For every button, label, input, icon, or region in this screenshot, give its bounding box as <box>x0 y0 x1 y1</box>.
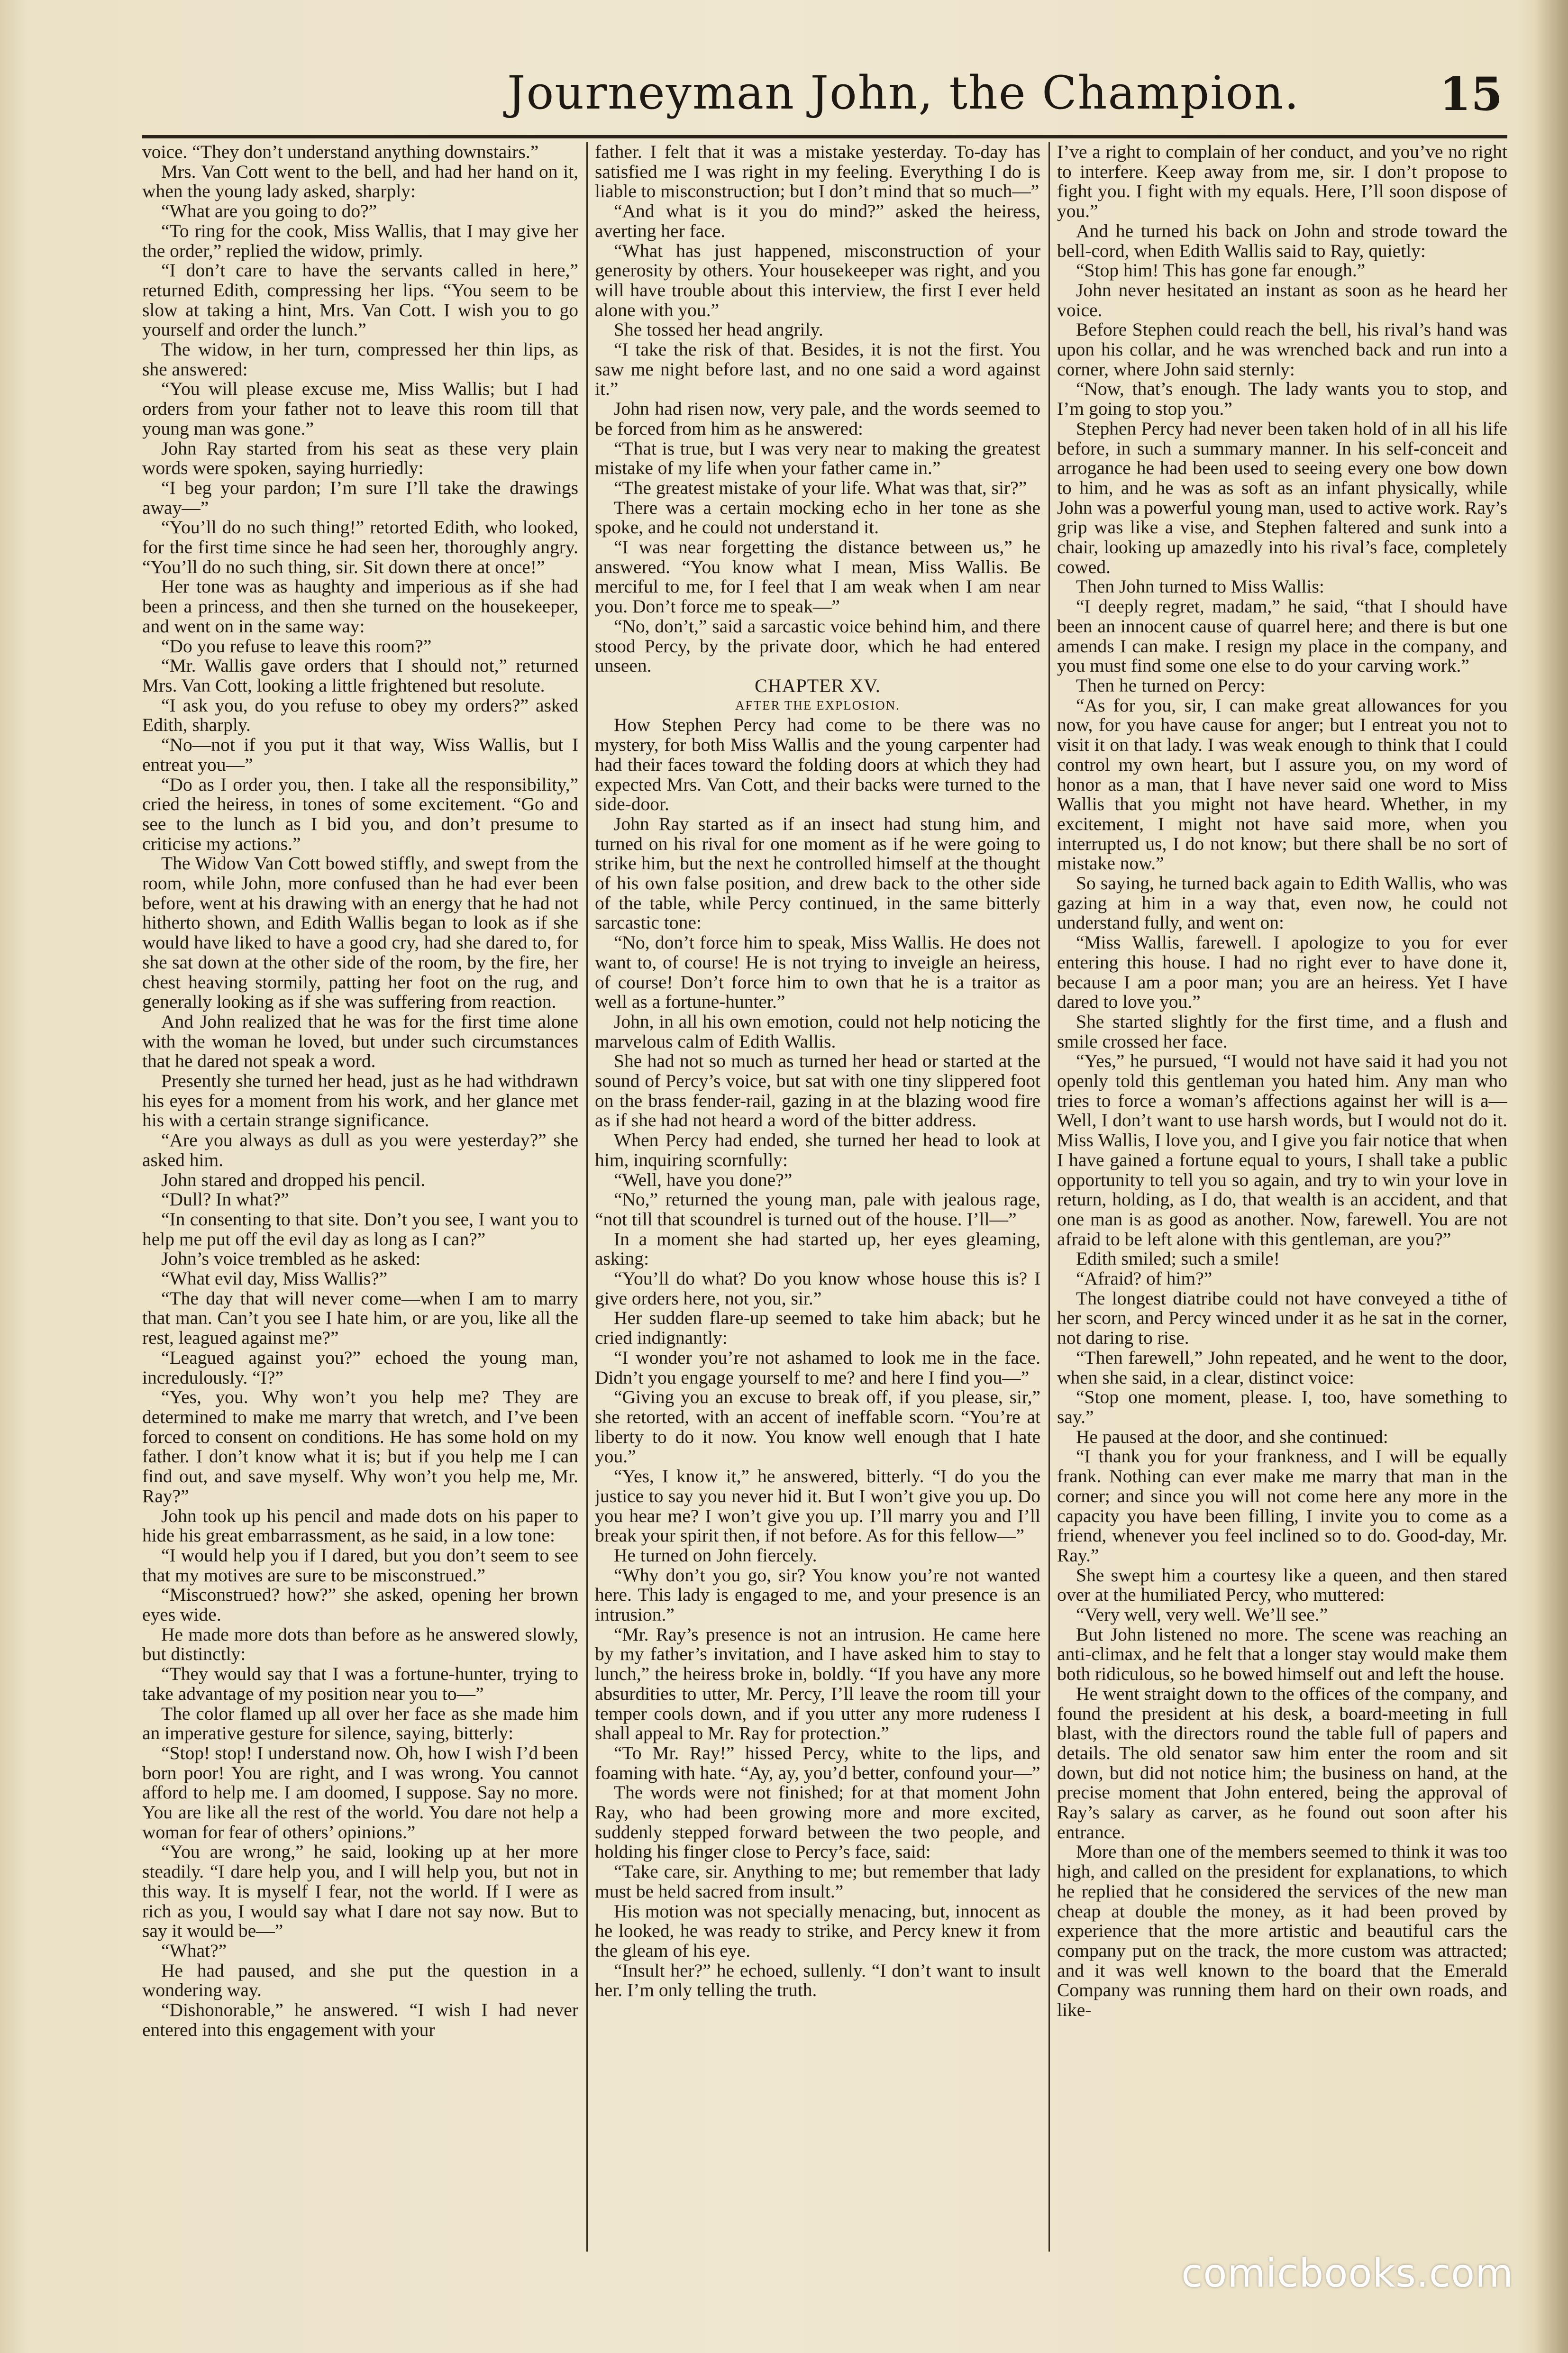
body-paragraph: The widow, in her turn, compressed her thin lips, as she answered: <box>142 339 578 380</box>
body-paragraph: John, in all his own emotion, could not help noticing the marvelous calm of Edith Wallis. <box>595 1011 1040 1052</box>
body-paragraph: His motion was not specially menacing, but, innocent as he looked, he was ready to strike, and Percy knew it from the gleam of his eye. <box>595 1900 1040 1961</box>
body-paragraph: Before Stephen could reach the bell, his rival’s hand was upon his collar, and he was wrenched back and run into a corner, where John said sternly: <box>1057 319 1507 380</box>
page-number: 15 <box>1439 67 1503 121</box>
body-paragraph: She had not so much as turned her head or started at the sound of Percy’s voice, but sat with one tiny slippered foot on the brass fender-rail, gazing in at the blazing wood fire as if she had not heard a word of the bitter address. <box>595 1050 1040 1131</box>
body-paragraph: “Very well, very well. We’ll see.” <box>1076 1604 1328 1625</box>
body-paragraph: The Widow Van Cott bowed stiffly, and swept from the room, while John, more confused than he had ever been before, went at his drawing with an energy that he had not hitherto shown, and Edith Wallis began to look as if she would have liked to have a good cry, had she dared to, for she sat down at the other side of the room, by the fire, her chest heaving stormily, patting her foot on the rug, and generally looking as if she was suffering from reaction. <box>142 853 578 1012</box>
body-paragraph: “No, don’t force him to speak, Miss Wallis. He does not want to, of course! He is not trying to inveigle an heiress, of course! Don’t force him to own that he is a traitor as well as a fortune-hunter.” <box>595 932 1040 1012</box>
body-paragraph: “Giving you an excuse to break off, if you please, sir,” she retorted, with an accent of ineffable scorn. “You’re at liberty to do it now. You know well enough that I hate you.” <box>595 1386 1040 1467</box>
body-paragraph: “Are you always as dull as you were yesterday?” she asked him. <box>142 1130 578 1170</box>
body-paragraph: “Afraid? of him?” <box>1076 1268 1212 1289</box>
body-paragraph: The color flamed up all over her face as she made him an imperative gesture for silence, saying, bitterly: <box>142 1703 578 1744</box>
body-paragraph: “That is true, but I was very near to making the greatest mistake of my life when your father came in.” <box>595 438 1040 479</box>
running-title: Journeyman John, the Champion. <box>507 66 1300 119</box>
body-paragraph: He turned on John fiercely. <box>614 1544 817 1566</box>
body-paragraph: voice. “They don’t understand anything downstairs.” <box>142 142 539 162</box>
body-paragraph: “Well, have you done?” <box>614 1169 793 1190</box>
text-column-3 <box>1057 142 1507 2304</box>
body-paragraph: Edith smiled; such a smile! <box>1076 1248 1280 1269</box>
body-paragraph: More than one of the members seemed to think it was too high, and called on the president for explanations, to which he replied that he considered the services of the new man cheap at double the money, as it had been proved by experience that the more artistic and beautiful cars the company put on the track, the more custom was attracted; and it was well known to the board that the Emerald Company was running them hard on their own roads, and like- <box>1057 1841 1507 2021</box>
body-paragraph: He went straight down to the offices of the company, and found the president at his desk, a board-meeting in full blast, with the directors round the table full of papers and details. The old senator saw him enter the room and sit down, but did not notice him; the business on hand, at the precise moment that John entered, being the approval of Ray’s salary as carver, as he found out soon after his entrance. <box>1057 1683 1507 1842</box>
body-paragraph: “What evil day, Miss Wallis?” <box>161 1268 388 1289</box>
body-paragraph: “Now, that’s enough. The lady wants you to stop, and I’m going to stop you.” <box>1057 378 1507 420</box>
body-paragraph: “Miss Wallis, farewell. I apologize to you for ever entering this house. I had no right ever to have done it, because I am a poor man; you are an heiress. Yet I have dared to love you.” <box>1057 932 1507 1012</box>
body-paragraph: “I deeply regret, madam,” he said, “that I should have been an innocent cause of quarrel here; and there is but one amends I can make. I resign my place in the company, and you must find some one else to do your carving work.” <box>1057 596 1507 676</box>
column-divider <box>586 142 588 2252</box>
body-paragraph: “They would say that I was a fortune-hunter, trying to take advantage of my position near you to—” <box>142 1663 578 1704</box>
text-column-2 <box>595 142 1040 2304</box>
body-paragraph: “Stop one moment, please. I, too, have something to say.” <box>1057 1386 1507 1427</box>
column-divider <box>1048 142 1050 2252</box>
body-paragraph: “Mr. Wallis gave orders that I should not,” returned Mrs. Van Cott, looking a little frightened but resolute. <box>142 655 578 696</box>
body-paragraph: “I ask you, do you refuse to obey my orders?” asked Edith, sharply. <box>142 694 578 736</box>
body-paragraph: “No, don’t,” said a sarcastic voice behind him, and there stood Percy, by the private door, which he had entered unseen. <box>595 615 1040 676</box>
body-paragraph: “I was near forgetting the distance between us,” he answered. “You know what I mean, Miss Wallis. Be merciful to me, for I feel that I am weak when I am near you. Don’t force me to speak—” <box>595 537 1040 617</box>
body-paragraph: “I beg your pardon; I’m sure I’ll take the drawings away—” <box>142 477 578 518</box>
body-paragraph: The longest diatribe could not have conveyed a tithe of her scorn, and Percy winced under it as he sat in the corner, not daring to rise. <box>1057 1287 1507 1349</box>
body-paragraph: “Yes,” he pursued, “I would not have said it had you not openly told this gentleman you hated him. Any man who tries to force a woman’s affections against her will is a— Well, I don’t want to use harsh words, but I would not do it. Miss Wallis, I love you, and I give you fair notice that when I have gained a fortune equal to yours, I shall take a public opportunity to tell you so again, and try to win your love in return, holding, as I do, that wealth is an accident, and that one man is as good as another. Now, farewell. You are not afraid to be left alone with this gentleman, are you?” <box>1057 1050 1507 1249</box>
body-paragraph: “What?” <box>161 1940 227 1961</box>
body-paragraph: John’s voice trembled as he asked: <box>161 1248 421 1269</box>
body-paragraph: When Percy had ended, she turned her head to look at him, inquiring scornfully: <box>595 1130 1040 1170</box>
body-paragraph: “I thank you for your frankness, and I will be equally frank. Nothing can ever make me marry that man in the corner; and since you will not come here any more in the capacity you have been filling, I invite you to come as a friend, whenever you feel inclined so to do. Good-day, Mr. Ray.” <box>1057 1446 1507 1566</box>
body-paragraph: John took up his pencil and made dots on his paper to hide his great embarrassment, as he said, in a low tone: <box>142 1505 578 1546</box>
body-paragraph: “No—not if you put it that way, Wiss Wallis, but I entreat you—” <box>142 734 578 775</box>
body-paragraph: “In consenting to that site. Don’t you see, I want you to help me put off the evil day as long as I can?” <box>142 1208 578 1249</box>
body-paragraph: Mrs. Van Cott went to the bell, and had her hand on it, when the young lady asked, sharply: <box>142 161 578 202</box>
body-paragraph: He made more dots than before as he answered slowly, but distinctly: <box>142 1623 578 1665</box>
body-paragraph: She started slightly for the first time, and a flush and smile crossed her face. <box>1057 1011 1507 1052</box>
body-paragraph: “Leagued against you?” echoed the young man, incredulously. “I?” <box>142 1347 578 1388</box>
page-edge-shadow <box>1535 0 1568 2353</box>
body-paragraph: “I take the risk of that. Besides, it is not the first. You saw me night before last, and no one said a word against it.” <box>595 339 1040 400</box>
body-paragraph: Then John turned to Miss Wallis: <box>1076 576 1324 597</box>
body-paragraph: “The greatest mistake of your life. What was that, sir?” <box>614 477 1027 498</box>
body-paragraph: “What has just happened, misconstruction of your generosity by others. Your housekeeper was right, and you will have trouble about this interview, the first I ever held alone with you.” <box>595 240 1040 320</box>
body-paragraph: “You will please excuse me, Miss Wallis; but I had orders from your father not to leave this room till that young man was gone.” <box>142 378 578 439</box>
body-paragraph: She tossed her head angrily. <box>614 319 823 340</box>
body-paragraph: “I don’t care to have the servants called in here,” returned Edith, compressing her lips. “You seem to be slow at taking a hint, Mrs. Van Cott. I wish you to go yourself and order the lunch.” <box>142 260 578 340</box>
body-paragraph: “Misconstrued? how?” she asked, opening her brown eyes wide. <box>142 1584 578 1625</box>
body-paragraph: “Take care, sir. Anything to me; but remember that lady must be held sacred from insult.” <box>595 1861 1040 1902</box>
body-paragraph: “Yes, you. Why won’t you help me? They are determined to make me marry that wretch, and I’ve been forced to consent on conditions. He has some hold on my father. I don’t know what it is; but if you help me I can find out, and save myself. Why won’t you help me, Mr. Ray?” <box>142 1386 578 1506</box>
body-paragraph: John had risen now, very pale, and the words seemed to be forced from him as he answered: <box>595 398 1040 439</box>
body-paragraph: “Insult her?” he echoed, sullenly. “I don’t want to insult her. I’m only telling the truth. <box>595 1960 1040 2001</box>
body-paragraph: I’ve a right to complain of her conduct, and you’ve no right to interfere. Keep away from me, sir. I don’t propose to fight you. I fight with my equals. Here, I’ll soon dispose of you.” <box>1057 142 1507 222</box>
body-paragraph: John stared and dropped his pencil. <box>161 1169 426 1190</box>
body-paragraph: He had paused, and she put the question in a wondering way. <box>142 1960 578 2001</box>
chapter-heading: CHAPTER XV. <box>755 675 881 696</box>
body-paragraph: John never hesitated an instant as soon as he heard her voice. <box>1057 279 1507 320</box>
body-paragraph: “Then farewell,” John repeated, and he went to the door, when she said, in a clear, distinct voice: <box>1057 1347 1507 1388</box>
body-paragraph: Her tone was as haughty and imperious as if she had been a princess, and then she turned on the housekeeper, and went on in the same way: <box>142 576 578 637</box>
body-paragraph: “No,” returned the young man, pale with jealous rage, “not till that scoundrel is turned out of the house. I’ll—” <box>595 1189 1040 1230</box>
body-paragraph: “Mr. Ray’s presence is not an intrusion. He came here by my father’s invitation, and I have asked him to stay to lunch,” the heiress broke in, boldly. “If you have any more absurdities to utter, Mr. Percy, I’ll leave the room till your temper cools down, and if you utter any more rudeness I shall appeal to Mr. Ray for protection.” <box>595 1623 1040 1744</box>
body-paragraph: “You’ll do no such thing!” retorted Edith, who looked, for the first time since he had seen her, thoroughly angry. “You’ll do no such thing, sir. Sit down there at once!” <box>142 517 578 577</box>
body-paragraph: “Yes, I know it,” he answered, bitterly. “I do you the justice to say you never hid it. But I won’t give you up. Do you hear me? I won’t give you up. I’ll marry you and I’ll break your spirit then, if not before. As for this fellow—” <box>595 1466 1040 1546</box>
body-paragraph: “I wonder you’re not ashamed to look me in the face. Didn’t you engage yourself to me? and here I find you—” <box>595 1347 1040 1388</box>
body-paragraph: “To ring for the cook, Miss Wallis, that I may give her the order,” replied the widow, primly. <box>142 220 578 261</box>
body-paragraph: “The day that will never come—when I am to marry that man. Can’t you see I hate him, or are you, like all the rest, leagued against me?” <box>142 1287 578 1349</box>
body-paragraph: father. I felt that it was a mistake yesterday. To-day has satisfied me I was right in my feeling. Everything I do is liable to misconstruction; but I don’t mind that so much—” <box>595 142 1040 202</box>
body-paragraph: Then he turned on Percy: <box>1076 675 1266 696</box>
watermark-text: comicbooks.com <box>1181 2251 1513 2296</box>
chapter-subtitle: AFTER THE EXPLOSION. <box>735 698 900 712</box>
body-paragraph: So saying, he turned back again to Edith Wallis, who was gazing at him in a way that, even now, he could not understand fully, and went on: <box>1057 873 1507 933</box>
body-paragraph: “Stop! stop! I understand now. Oh, how I wish I’d been born poor! You are right, and I was wrong. You cannot afford to help me. I am doomed, I suppose. Say no more. You are like all the rest of the world. You dare not help a woman for fear of others’ opinions.” <box>142 1742 578 1842</box>
page-header <box>142 57 1507 137</box>
body-paragraph: Stephen Percy had never been taken hold of in all his life before, in such a summary manner. In his self-conceit and arrogance he had been used to seeing every one bow down to him, and he was as soft as an infant physically, while John was a powerful young man, used to active work. Ray’s grip was like a vise, and Stephen faltered and sunk into a chair, looking up amazedly into his rival’s face, completely cowed. <box>1057 418 1507 577</box>
body-paragraph: In a moment she had started up, her eyes gleaming, asking: <box>595 1228 1040 1269</box>
body-paragraph: “To Mr. Ray!” hissed Percy, white to the lips, and foaming with hate. “Ay, ay, you’d better, confound your—” <box>595 1742 1040 1783</box>
body-paragraph: And he turned his back on John and strode toward the bell-cord, when Edith Wallis said to Ray, quietly: <box>1057 220 1507 261</box>
body-paragraph: “Do you refuse to leave this room?” <box>161 635 432 657</box>
body-paragraph: Presently she turned her head, just as he had withdrawn his eyes for a moment from his work, and her glance met his with a certain strange significance. <box>142 1070 578 1131</box>
body-paragraph: He paused at the door, and she continued: <box>1076 1426 1388 1447</box>
body-paragraph: She swept him a courtesy like a queen, and then stared over at the humiliated Percy, who muttered: <box>1057 1564 1507 1605</box>
body-paragraph: “And what is it you do mind?” asked the heiress, averting her face. <box>595 201 1040 241</box>
body-paragraph: “You’ll do what? Do you know whose house this is? I give orders here, not you, sir.” <box>595 1268 1040 1309</box>
body-paragraph: Her sudden flare-up seemed to take him aback; but he cried indignantly: <box>595 1307 1040 1349</box>
body-paragraph: There was a certain mocking echo in her tone as she spoke, and he could not understand it. <box>595 497 1040 538</box>
body-paragraph: John Ray started from his seat as these very plain words were spoken, saying hurriedly: <box>142 438 578 479</box>
header-rule <box>142 135 1507 138</box>
body-paragraph: “Dishonorable,” he answered. “I wish I had never entered into this engagement with your <box>142 1999 578 2040</box>
body-paragraph: “Why don’t you go, sir? You know you’re not wanted here. This lady is engaged to me, and your presence is an intrusion.” <box>595 1564 1040 1625</box>
body-paragraph: The words were not finished; for at that moment John Ray, who had been growing more and more excited, suddenly stepped forward between the two people, and holding his finger close to Percy’s face, said: <box>595 1782 1040 1862</box>
body-paragraph: “You are wrong,” he said, looking up at her more steadily. “I dare help you, and I will help you, but not in this way. It is myself I fear, not the world. If I were as rich as you, I would say what I dare not say now. But to say it would be—” <box>142 1841 578 1942</box>
body-paragraph: But John listened no more. The scene was reaching an anti-climax, and he felt that a longer stay would make them both ridiculous, so he bowed himself out and left the house. <box>1057 1623 1507 1685</box>
body-paragraph: “I would help you if I dared, but you don’t seem to see that my motives are sure to be misconstrued.” <box>142 1544 578 1586</box>
body-paragraph: “What are you going to do?” <box>161 201 377 222</box>
body-paragraph: John Ray started as if an insect had stung him, and turned on his rival for one moment as if he were going to strike him, but the next he controlled himself at the thought of his own false position, and drew back to the other side of the table, while Percy continued, in the same bitterly sarcastic tone: <box>595 813 1040 933</box>
body-paragraph: “As for you, sir, I can make great allowances for you now, for you have cause for anger; but I entreat you not to visit it on that lady. I was weak enough to think that I could control my own heart, but I assure you, on my word of honor as a man, that I have never said one word to Miss Wallis that you might not have heard. Whether, in my excitement, I might not have said more, when you interrupted us, I do not know; but there shall be no sort of mistake now.” <box>1057 694 1507 874</box>
text-column-1 <box>142 142 578 2304</box>
body-paragraph: And John realized that he was for the first time alone with the woman he loved, but under such circumstances that he dared not speak a word. <box>142 1011 578 1072</box>
body-paragraph: How Stephen Percy had come to be there was no mystery, for both Miss Wallis and the young carpenter had had their faces toward the folding doors at which they had expected Mrs. Van Cott, and their backs were turned to the side-door. <box>595 714 1040 815</box>
body-paragraph: “Stop him! This has gone far enough.” <box>1076 260 1366 281</box>
body-paragraph: “Dull? In what?” <box>161 1189 289 1210</box>
body-paragraph: “Do as I order you, then. I take all the responsibility,” cried the heiress, in tones of some excitement. “Go and see to the lunch as I bid you, and don’t presume to criticise my actions.” <box>142 774 578 854</box>
